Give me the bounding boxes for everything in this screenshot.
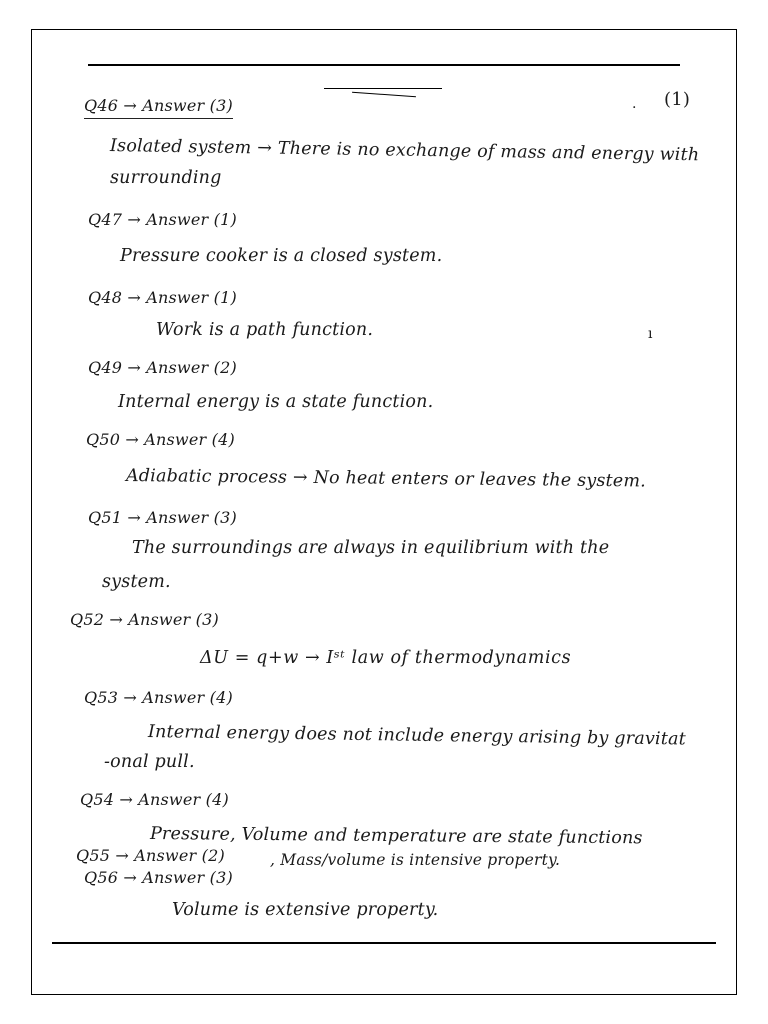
answer-q46-header: Q46 → Answer (3) — [84, 96, 233, 119]
answer-q48-line-1: Work is a path function. — [156, 320, 374, 340]
answer-q46-line-2: surrounding — [110, 168, 222, 188]
answer-q55-line-1: , Mass/volume is intensive property. — [270, 851, 561, 869]
answer-q49-header: Q49 → Answer (2) — [88, 358, 237, 377]
answer-q54-header: Q54 → Answer (4) — [80, 790, 229, 809]
answer-q53-header: Q53 → Answer (4) — [84, 688, 233, 707]
answer-q46-line-1: Isolated system → There is no exchange of mass and energy with — [109, 136, 700, 166]
page-number: (1) — [664, 89, 691, 110]
answer-q51-line-2: system. — [102, 572, 171, 592]
stray-dot: . — [632, 96, 637, 112]
answer-q52-line-1: ΔU = q+w → Iˢᵗ law of thermodynamics — [200, 648, 572, 668]
answer-q51-header: Q51 → Answer (3) — [88, 508, 237, 527]
header-rule — [88, 64, 680, 66]
answer-q52-header: Q52 → Answer (3) — [70, 610, 219, 629]
answer-q50-header: Q50 → Answer (4) — [86, 430, 235, 449]
header-short-rule — [324, 88, 442, 89]
answer-q50-line-1: Adiabatic process → No heat enters or leaves the system. — [125, 466, 647, 492]
answer-q53-line-1: Internal energy does not include energy arising by gravitat — [147, 722, 687, 750]
answer-q55-header: Q55 → Answer (2) — [76, 846, 225, 865]
stray-mark: ı — [648, 326, 653, 342]
answer-q54-line-1: Pressure, Volume and temperature are state functions — [149, 824, 643, 849]
answer-q56-header: Q56 → Answer (3) — [84, 868, 233, 887]
answer-q53-line-2: -onal pull. — [104, 752, 195, 772]
answer-q47-header: Q47 → Answer (1) — [88, 210, 237, 229]
answer-q56-line-1: Volume is extensive property. — [172, 900, 439, 920]
footer-rule — [52, 942, 716, 944]
answer-q48-header: Q48 → Answer (1) — [88, 288, 237, 307]
answer-q47-line-1: Pressure cooker is a closed system. — [120, 246, 443, 266]
answer-q49-line-1: Internal energy is a state function. — [118, 392, 434, 412]
answer-q51-line-1: The surroundings are always in equilibrium with the — [132, 538, 610, 558]
